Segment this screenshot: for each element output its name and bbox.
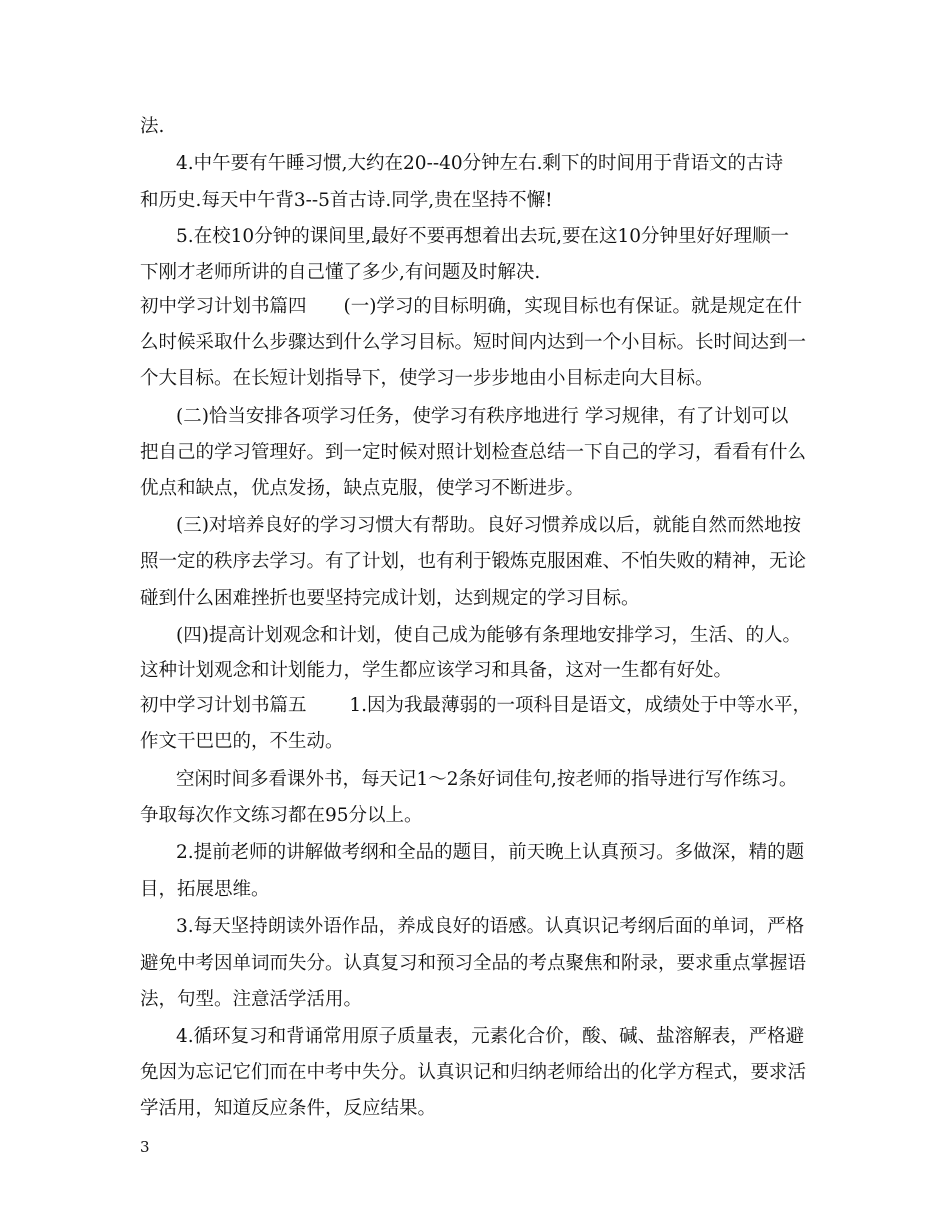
text-line: 避免中考因单词而失分。认真复习和预习全品的考点聚焦和附录，要求重点掌握语 xyxy=(140,953,807,974)
text-line: (三)对培养良好的学习习惯大有帮助。良好习惯养成以后，就能自然而然地按 xyxy=(176,515,801,536)
text-line: 个大目标。在长短计划指导下，使学习一步步地由小目标走向大目标。 xyxy=(140,368,714,389)
text-line: 法. xyxy=(140,116,165,137)
text-line: 3.每天坚持朗读外语作品，养成良好的语感。认真识记考纲后面的单词，严格 xyxy=(176,916,805,937)
text-line: 免因为忘记它们而在中考中失分。认真识记和归纳老师给出的化学方程式，要求活 xyxy=(140,1062,807,1083)
text-line: 4.中午要有午睡习惯,大约在20--40分钟左右.剩下的时间用于背语文的古诗 xyxy=(176,153,783,174)
text-line: 碰到什么困难挫折也要坚持完成计划，达到规定的学习目标。 xyxy=(140,588,640,609)
text-line: 照一定的秩序去学习。有了计划，也有利于锻炼克服困难、不怕失败的精神，无论 xyxy=(140,551,807,572)
text-line: 这种计划观念和计划能力，学生都应该学习和具备，这对一生都有好处。 xyxy=(140,660,733,681)
text-line: (二)恰当安排各项学习任务，使学习有秩序地进行 学习规律，有了计划可以 xyxy=(176,406,789,427)
text-line: 优点和缺点，优点发扬，缺点克服，使学习不断进步。 xyxy=(140,478,585,499)
text-line: 和历史.每天中午背3--5首古诗.同学,贵在坚持不懈! xyxy=(140,190,553,211)
text-line: 4.循环复习和背诵常用原子质量表，元素化合价，酸、碱、盐溶解表，严格避 xyxy=(176,1026,805,1047)
text-line: 5.在校10分钟的课间里,最好不要再想着出去玩,要在这10分钟里好好理顺一 xyxy=(176,226,789,247)
text-line: 学活用，知道反应条件，反应结果。 xyxy=(140,1098,437,1119)
text-line: 作文干巴巴的，不生动。 xyxy=(140,731,344,752)
text-line: 争取每次作文练习都在95分以上。 xyxy=(140,805,423,826)
text-line: 把自己的学习管理好。到一定时候对照计划检查总结一下自己的学习，看看有什么 xyxy=(140,442,807,463)
section-heading-line: 初中学习计划书篇五 1.因为我最薄弱的一项科目是语文，成绩处于中等水平， xyxy=(140,695,812,716)
section-heading-line: 初中学习计划书篇四 (一)学习的目标明确，实现目标也有保证。就是规定在什 xyxy=(140,296,802,317)
text-line: 法，句型。注意活学活用。 xyxy=(140,989,363,1010)
text-line: 空闲时间多看课外书，每天记1～2条好词佳句,按老师的指导进行写作练习。 xyxy=(176,769,798,790)
text-line: 么时候采取什么步骤达到什么学习目标。短时间内达到一个小目标。长时间达到一 xyxy=(140,332,807,353)
text-line: 目，拓展思维。 xyxy=(140,879,270,900)
text-line: 下刚才老师所讲的自己懂了多少,有问题及时解决. xyxy=(140,262,541,283)
page-number: 3 xyxy=(140,1138,150,1156)
text-line: 2.提前老师的讲解做考纲和全品的题目，前天晚上认真预习。多做深，精的题 xyxy=(176,842,805,863)
text-line: (四)提高计划观念和计划，使自己成为能够有条理地安排学习，生活、的人。 xyxy=(176,625,801,646)
